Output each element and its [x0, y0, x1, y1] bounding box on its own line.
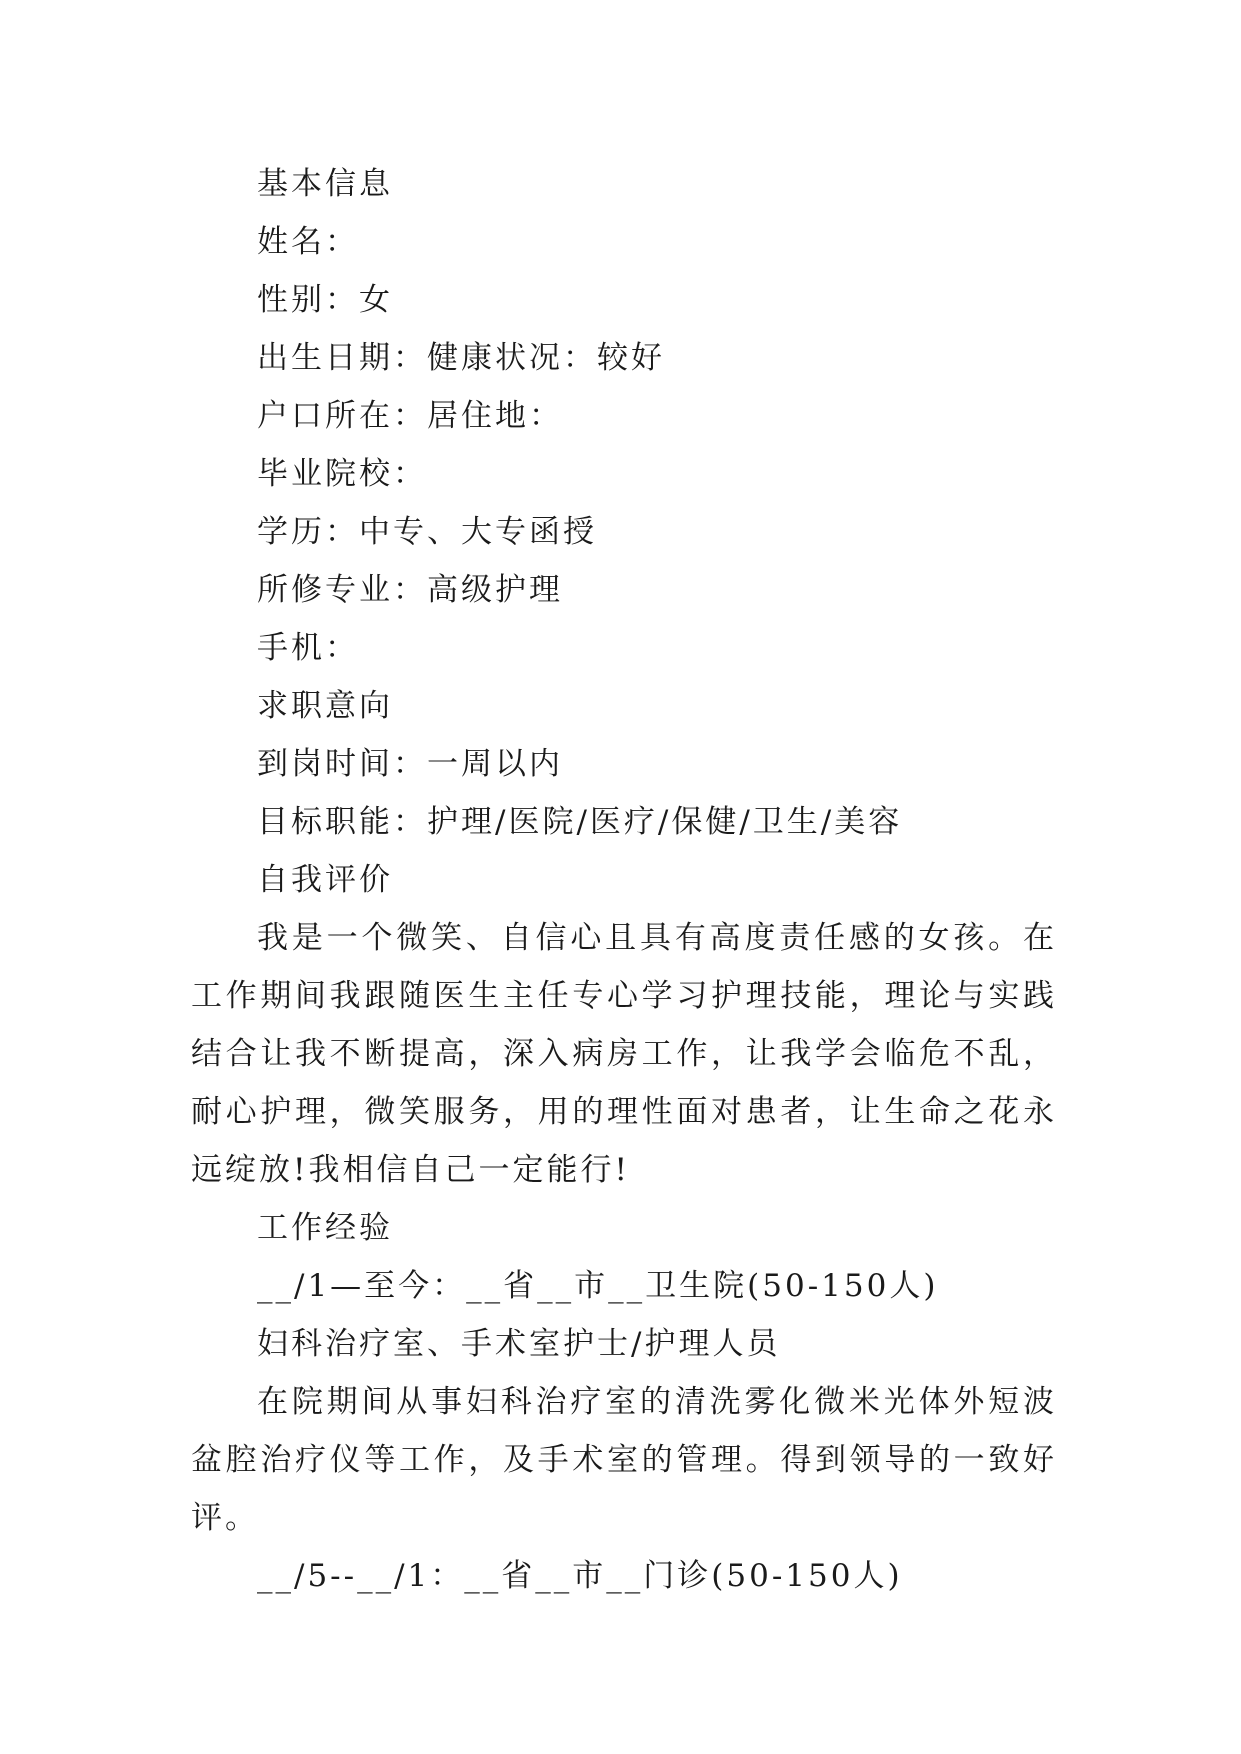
field-name: 姓名：	[257, 224, 359, 260]
job2-period: __/5--__/1：__省__市__门诊(50-150人)	[257, 1558, 903, 1594]
heading-job-intention: 求职意向	[257, 688, 393, 724]
field-school: 毕业院校：	[257, 456, 427, 492]
field-target-function: 目标职能：护理/医院/医疗/保健/卫生/美容	[257, 804, 903, 840]
heading-self-evaluation: 自我评价	[257, 862, 393, 898]
resume-content	[191, 155, 1057, 1605]
self-evaluation-paragraph: 我是一个微笑、自信心且具有高度责任感的女孩。在工作期间我跟随医生主任专心学习护理技能，理论与实践结合让我不断提高，深入病房工作，让我学会临危不乱，耐心护理，微笑服务，用的理性面对患者，让生命之花永远绽放!我相信自己一定能行!	[191, 920, 1057, 1188]
heading-basic-info: 基本信息	[257, 166, 393, 202]
job1-title: 妇科治疗室、手术室护士/护理人员	[257, 1326, 781, 1362]
heading-work-experience: 工作经验	[257, 1210, 393, 1246]
field-residence: 户口所在：居住地：	[257, 398, 563, 434]
field-start-time: 到岗时间：一周以内	[257, 746, 563, 782]
field-education: 学历：中专、大专函授	[257, 514, 597, 550]
job1-period: __/1—至今：__省__市__卫生院(50-150人)	[257, 1268, 939, 1304]
field-gender: 性别：女	[257, 282, 393, 318]
field-birth-health: 出生日期：健康状况：较好	[257, 340, 665, 376]
field-major: 所修专业：高级护理	[257, 572, 563, 608]
job1-description: 在院期间从事妇科治疗室的清洗雾化微米光体外短波盆腔治疗仪等工作，及手术室的管理。得到领导的一致好评。	[191, 1384, 1057, 1536]
field-phone: 手机：	[257, 630, 359, 666]
